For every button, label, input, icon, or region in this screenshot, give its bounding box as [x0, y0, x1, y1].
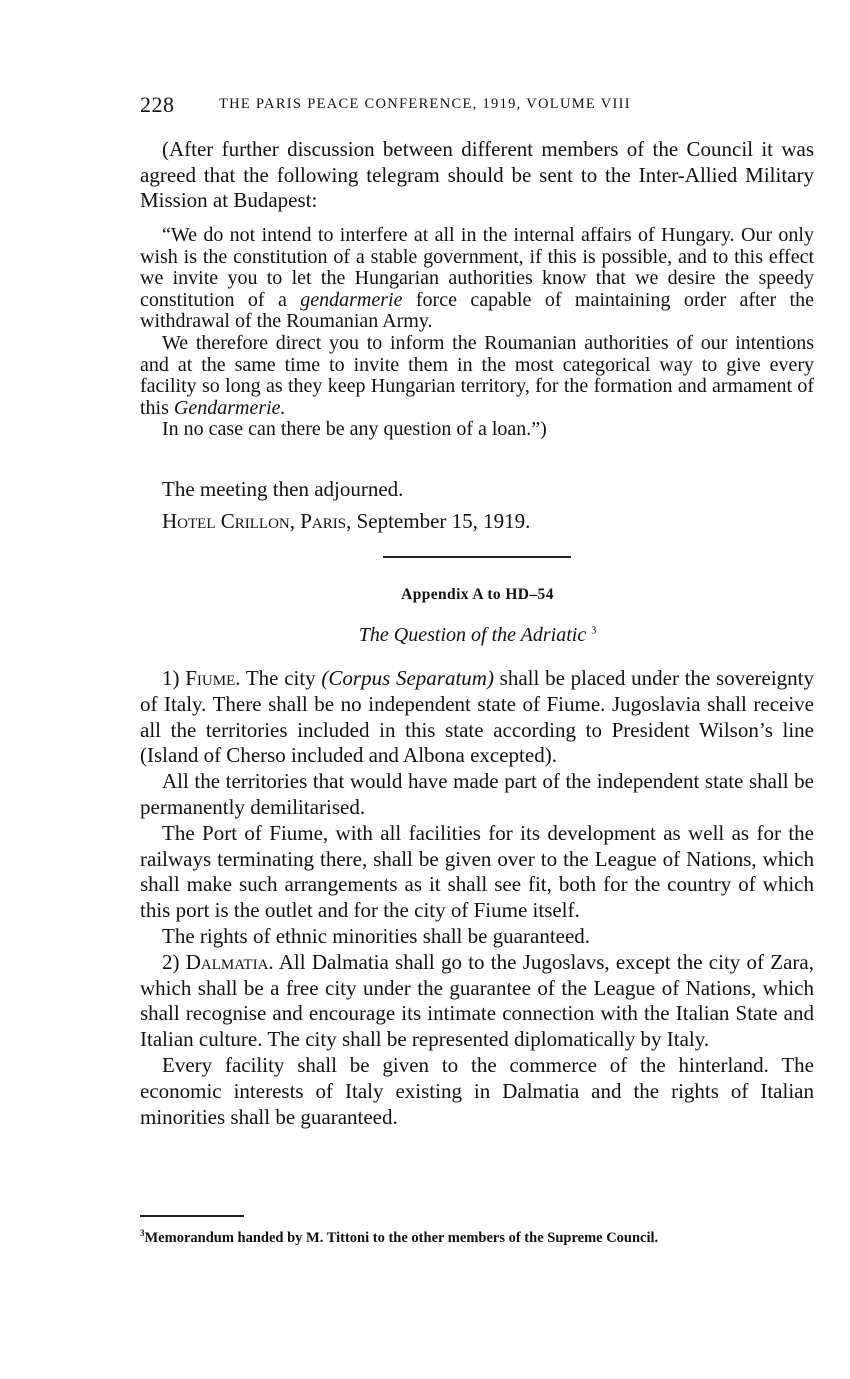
- meeting-date: September 15, 1919.: [351, 509, 531, 533]
- telegram-quote: [140, 225, 814, 441]
- hinterland-paragraph: Every facility shall be given to the commerce of the hinterland. The economic interests of Italy existing in Dalmatia and the rights of Italian minorities shall be guaranteed.: [140, 1052, 814, 1129]
- footnote-text: Memorandum handed by M. Tittoni to the other members of the Supreme Council.: [144, 1229, 659, 1246]
- place-name: Hotel Crillon, Paris,: [162, 509, 352, 533]
- appendix-subtitle: [0, 624, 850, 647]
- fiume-text: The city: [240, 666, 322, 690]
- footnote-divider: [140, 1215, 244, 1217]
- dalmatia-text: All Dalmatia shall go to the Jugoslavs, except the city of Zara, which shall be a free city under the guarantee of the League of Nations, which shall recognise and encourage its intimate connection with the Italian State and Italian culture. The city shall be represented diplomatically by Italy.: [140, 949, 814, 1052]
- appendix-heading: Appendix A to HD–54: [401, 586, 554, 603]
- fiume-text-end: shall be placed under the sovereignty of Italy. There shall be no independent state of Fiume. Jugoslavia shall receive all the territories included in this state according to President Wilson’s line (Island of Cherso included and Albona excepted).: [140, 666, 814, 768]
- page-number: 228: [140, 92, 175, 117]
- corpus-separatum: (Corpus Separatum): [321, 666, 494, 690]
- appendix-body: [140, 666, 814, 1130]
- header-title: THE PARIS PEACE CONFERENCE, 1919, VOLUME VIII: [219, 96, 631, 112]
- place-date-line: [162, 509, 530, 534]
- telegram-p1-italic: gendarmerie: [300, 288, 403, 311]
- dalmatia-paragraph: [140, 950, 814, 1053]
- appendix-subtitle-text: The Question of the Adriatic: [358, 624, 587, 646]
- footnote: [140, 1225, 814, 1246]
- fiume-label: Fiume.: [185, 666, 241, 690]
- fiume-number: 1): [162, 666, 186, 690]
- telegram-paragraph-1: [140, 225, 814, 333]
- footnote-mark: 3: [140, 1228, 145, 1238]
- telegram-p1-text-end: force capable of maintaining order after the withdrawal of the Roumanian Army.: [140, 288, 814, 333]
- dalmatia-number: 2): [162, 949, 186, 974]
- adjourned-line: The meeting then adjourned.: [162, 477, 404, 501]
- footnote-reference[interactable]: 3: [591, 625, 597, 637]
- territories-paragraph: All the territories that would have made part of the independent state shall be permanently demilitarised.: [140, 769, 814, 819]
- port-paragraph: The Port of Fiume, with all facilities for its development as well as for the railways terminating there, shall be given over to the League of Nations, which shall make such arrangements as it shall see fit, both for the country of which this port is the outlet and for the city of Fiume itself.: [140, 820, 814, 923]
- section-divider: [383, 556, 571, 558]
- minorities-paragraph: The rights of ethnic minorities shall be guaranteed.: [162, 923, 591, 948]
- dalmatia-label: Dalmatia.: [185, 949, 274, 974]
- telegram-p2-italic: Gendarmerie.: [173, 396, 286, 419]
- telegram-paragraph-2: [140, 333, 814, 419]
- telegram-p2-text: We therefore direct you to inform the Roumanian authorities of our intentions and at the same time to invite them in the most categorical way to give every facility so long as they keep Hungarian territory, for the formation and armament of this: [140, 331, 814, 419]
- running-header: [140, 92, 820, 118]
- fiume-paragraph: [140, 666, 814, 769]
- telegram-p1-text: “We do not intend to interfere at all in the internal affairs of Hungary. Our only wish is the constitution of a stable government, if this is possible, and to this effect we invite you to let the Hungarian authorities know that we desire the speedy constitution of a: [140, 224, 814, 311]
- intro-paragraph: (After further discussion between different members of the Council it was agreed that the following telegram should be sent to the Inter-Allied Military Mission at Budapest:: [140, 137, 814, 212]
- telegram-paragraph-3: In no case can there be any question of a loan.”): [162, 418, 547, 441]
